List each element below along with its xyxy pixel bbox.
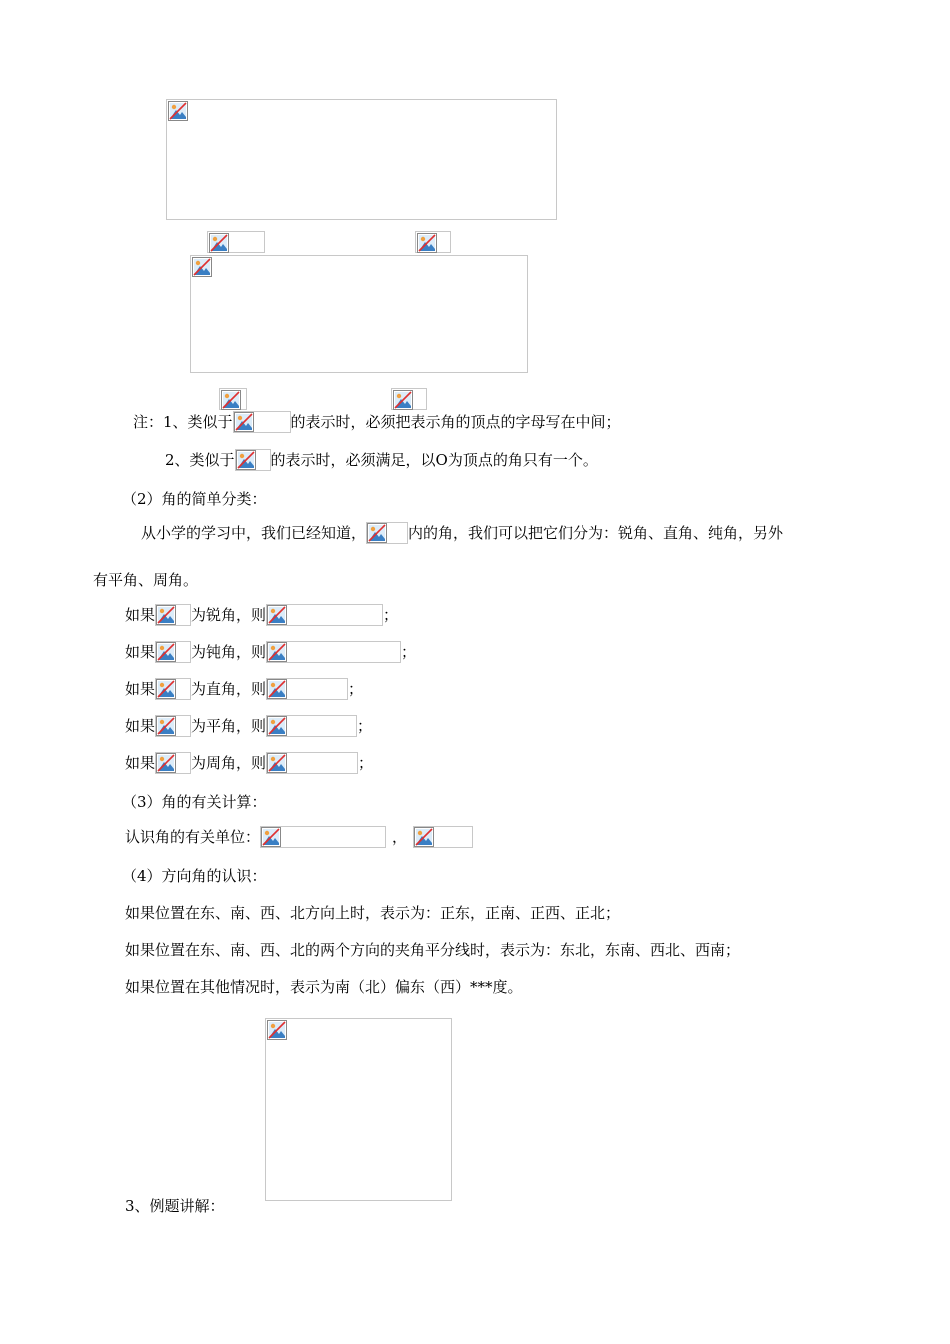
broken-image-icon bbox=[267, 679, 287, 699]
broken-image-icon bbox=[267, 716, 287, 736]
inline-image bbox=[266, 678, 348, 700]
broken-image-icon bbox=[156, 679, 176, 699]
inline-image bbox=[266, 752, 358, 774]
broken-image-icon bbox=[267, 1020, 287, 1040]
inline-image bbox=[155, 715, 191, 737]
broken-image-icon bbox=[414, 827, 434, 847]
note-1: 注：1、类似于 的表示时，必须把表示角的顶点的字母写在中间； bbox=[133, 413, 621, 431]
inline-image bbox=[413, 826, 473, 848]
inline-image bbox=[266, 641, 401, 663]
broken-image-icon bbox=[236, 450, 256, 470]
classification-row: 如果 为钝角，则 ； bbox=[125, 643, 417, 661]
broken-image-icon bbox=[267, 642, 287, 662]
section-3-heading: （3）角的有关计算： bbox=[122, 793, 267, 811]
inline-image bbox=[155, 641, 191, 663]
section-4-heading: （4）方向角的认识： bbox=[122, 867, 267, 885]
broken-image-icon bbox=[417, 233, 437, 253]
inline-image bbox=[260, 826, 386, 848]
note-2: 2、类似于 的表示时，必须满足，以O为顶点的角只有一个。 bbox=[165, 451, 598, 469]
broken-image-icon bbox=[156, 716, 176, 736]
broken-image-icon bbox=[393, 390, 413, 410]
label-image-3 bbox=[219, 388, 247, 410]
broken-image-icon bbox=[267, 753, 287, 773]
direction-line-2: 如果位置在东、南、西、北的两个方向的夹角平分线时，表示为：东北，东南、西北、西南； bbox=[125, 941, 741, 959]
classification-row: 如果 为锐角，则 ； bbox=[125, 606, 399, 624]
broken-image-icon bbox=[209, 233, 229, 253]
broken-image-icon bbox=[156, 642, 176, 662]
classification-row: 如果 为周角，则 ； bbox=[125, 754, 374, 772]
broken-image-icon bbox=[192, 257, 212, 277]
section-2-intro-cont: 有平角、周角。 bbox=[93, 571, 199, 589]
broken-image-icon bbox=[234, 412, 254, 432]
inline-image bbox=[155, 604, 191, 626]
direction-line-1: 如果位置在东、南、西、北方向上时，表示为：正东，正南、正西、正北； bbox=[125, 904, 621, 922]
figure-image-2 bbox=[190, 255, 528, 373]
label-image-1 bbox=[207, 231, 265, 253]
inline-image bbox=[366, 522, 408, 544]
inline-image bbox=[155, 678, 191, 700]
section-2-intro: 从小学的学习中，我们已经知道， 内的角，我们可以把它们分为：锐角、直角、纯角，另外 bbox=[141, 524, 784, 542]
broken-image-icon bbox=[156, 605, 176, 625]
section-2-heading: （2）角的简单分类： bbox=[122, 490, 267, 508]
inline-image bbox=[266, 604, 383, 626]
direction-figure-image bbox=[265, 1018, 452, 1201]
label-image-4 bbox=[391, 388, 427, 410]
broken-image-icon bbox=[261, 827, 281, 847]
broken-image-icon bbox=[267, 605, 287, 625]
figure-image-1 bbox=[166, 99, 557, 220]
example-heading: 3、例题讲解： bbox=[125, 1197, 225, 1215]
label-image-2 bbox=[415, 231, 451, 253]
angle-units-line: 认识角的有关单位： ， bbox=[125, 826, 473, 848]
inline-image bbox=[233, 411, 291, 433]
classification-row: 如果 为平角，则 ； bbox=[125, 717, 373, 735]
broken-image-icon bbox=[168, 101, 188, 121]
broken-image-icon bbox=[367, 523, 387, 543]
inline-image bbox=[266, 715, 357, 737]
inline-image bbox=[155, 752, 191, 774]
inline-image bbox=[235, 449, 271, 471]
broken-image-icon bbox=[221, 390, 241, 410]
classification-row: 如果 为直角，则 ； bbox=[125, 680, 364, 698]
broken-image-icon bbox=[156, 753, 176, 773]
direction-line-3: 如果位置在其他情况时，表示为南（北）偏东（西）***度。 bbox=[125, 978, 523, 996]
